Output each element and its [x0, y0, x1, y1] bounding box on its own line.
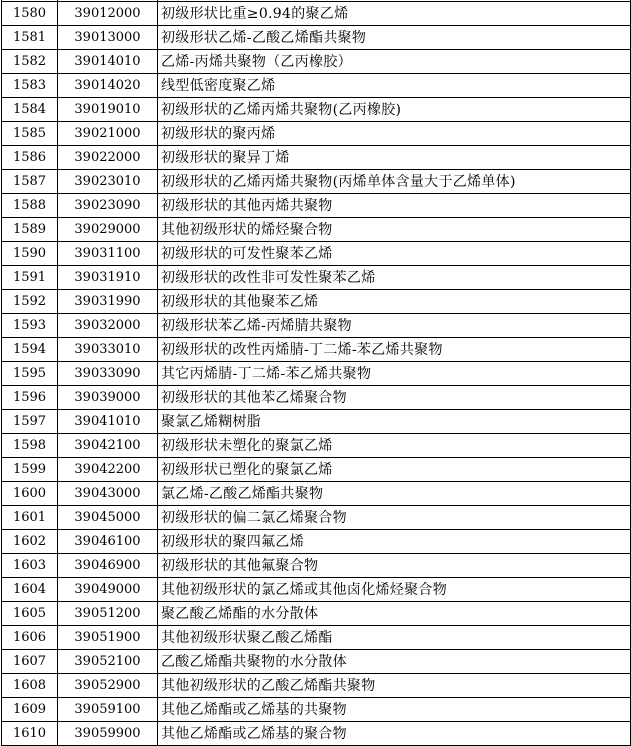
commodity-code: 39046900	[58, 554, 158, 578]
commodity-code: 39042100	[58, 434, 158, 458]
commodity-name: 初级形状的聚异丁烯	[158, 146, 631, 170]
commodity-code: 39052100	[58, 650, 158, 674]
table-row	[2, 170, 631, 194]
row-number: 1604	[2, 578, 58, 602]
table-row	[2, 122, 631, 146]
row-number: 1590	[2, 242, 58, 266]
table-row	[2, 578, 631, 602]
commodity-name: 初级形状的其他氟聚合物	[158, 554, 631, 578]
table-row	[2, 602, 631, 626]
commodity-code: 39012000	[58, 2, 158, 26]
table-body	[2, 0, 631, 746]
commodity-name: 其他初级形状聚乙酸乙烯酯	[158, 626, 631, 650]
commodity-name: 线型低密度聚乙烯	[158, 74, 631, 98]
commodity-name: 初级形状的改性非可发性聚苯乙烯	[158, 266, 631, 290]
commodity-name: 其他初级形状的乙酸乙烯酯共聚物	[158, 674, 631, 698]
table-row	[2, 50, 631, 74]
table-row	[2, 2, 631, 26]
row-number: 1601	[2, 506, 58, 530]
row-number: 1599	[2, 458, 58, 482]
row-number: 1582	[2, 50, 58, 74]
row-number: 1608	[2, 674, 58, 698]
commodity-code: 39021000	[58, 122, 158, 146]
commodity-name: 聚氯乙烯糊树脂	[158, 410, 631, 434]
commodity-code: 39019010	[58, 98, 158, 122]
table-row	[2, 338, 631, 362]
commodity-name: 初级形状乙烯-乙酸乙烯酯共聚物	[158, 26, 631, 50]
table-row	[2, 362, 631, 386]
row-number: 1607	[2, 650, 58, 674]
row-number: 1592	[2, 290, 58, 314]
table-row	[2, 722, 631, 746]
row-number: 1602	[2, 530, 58, 554]
table-row	[2, 554, 631, 578]
commodity-name: 初级形状的偏二氯乙烯聚合物	[158, 506, 631, 530]
commodity-name: 其他乙烯酯或乙烯基的共聚物	[158, 698, 631, 722]
commodity-name: 乙烯-丙烯共聚物（乙丙橡胶）	[158, 50, 631, 74]
commodity-name: 初级形状的可发性聚苯乙烯	[158, 242, 631, 266]
commodity-name: 初级形状的其他丙烯共聚物	[158, 194, 631, 218]
commodity-code: 39023090	[58, 194, 158, 218]
commodity-name: 初级形状已塑化的聚氯乙烯	[158, 458, 631, 482]
table-row	[2, 218, 631, 242]
row-number: 1589	[2, 218, 58, 242]
row-number: 1597	[2, 410, 58, 434]
commodity-code: 39059100	[58, 698, 158, 722]
table-row	[2, 314, 631, 338]
row-number: 1606	[2, 626, 58, 650]
commodity-code: 39043000	[58, 482, 158, 506]
commodity-name: 乙酸乙烯酯共聚物的水分散体	[158, 650, 631, 674]
row-number: 1596	[2, 386, 58, 410]
commodity-code: 39046100	[58, 530, 158, 554]
commodity-code: 39051900	[58, 626, 158, 650]
row-number: 1581	[2, 26, 58, 50]
commodity-name: 初级形状苯乙烯-丙烯腈共聚物	[158, 314, 631, 338]
table-row	[2, 410, 631, 434]
row-number: 1598	[2, 434, 58, 458]
row-number: 1584	[2, 98, 58, 122]
table-row	[2, 98, 631, 122]
row-number: 1593	[2, 314, 58, 338]
commodity-code: 39014010	[58, 50, 158, 74]
commodity-name: 初级形状比重≥0.94的聚乙烯	[158, 2, 631, 26]
commodity-code: 39023010	[58, 170, 158, 194]
row-number: 1586	[2, 146, 58, 170]
row-number: 1610	[2, 722, 58, 746]
table-row	[2, 650, 631, 674]
table-row	[2, 626, 631, 650]
commodity-name: 初级形状的乙烯丙烯共聚物(乙丙橡胶)	[158, 98, 631, 122]
commodity-name: 初级形状的乙烯丙烯共聚物(丙烯单体含量大于乙烯单体)	[158, 170, 631, 194]
commodity-code: 39051200	[58, 602, 158, 626]
commodity-code: 39014020	[58, 74, 158, 98]
commodity-code: 39041010	[58, 410, 158, 434]
table-row	[2, 146, 631, 170]
commodity-code: 39029000	[58, 218, 158, 242]
commodity-code: 39059900	[58, 722, 158, 746]
table-row	[2, 290, 631, 314]
commodity-code: 39032000	[58, 314, 158, 338]
commodity-name: 其它丙烯腈-丁二烯-苯乙烯共聚物	[158, 362, 631, 386]
commodity-name: 初级形状未塑化的聚氯乙烯	[158, 434, 631, 458]
commodity-code: 39042200	[58, 458, 158, 482]
table-row	[2, 506, 631, 530]
table-row	[2, 26, 631, 50]
commodity-name: 初级形状的聚四氟乙烯	[158, 530, 631, 554]
table-row	[2, 674, 631, 698]
commodity-code: 39013000	[58, 26, 158, 50]
row-number: 1588	[2, 194, 58, 218]
table-row	[2, 242, 631, 266]
row-number: 1580	[2, 2, 58, 26]
row-number: 1591	[2, 266, 58, 290]
table-row	[2, 482, 631, 506]
commodity-code: 39052900	[58, 674, 158, 698]
row-number: 1595	[2, 362, 58, 386]
row-number: 1605	[2, 602, 58, 626]
commodity-name: 初级形状的改性丙烯腈-丁二烯-苯乙烯共聚物	[158, 338, 631, 362]
table-row	[2, 434, 631, 458]
row-number: 1600	[2, 482, 58, 506]
commodity-code: 39049000	[58, 578, 158, 602]
commodity-code: 39033090	[58, 362, 158, 386]
row-number: 1585	[2, 122, 58, 146]
commodity-code: 39022000	[58, 146, 158, 170]
commodity-name: 初级形状的聚丙烯	[158, 122, 631, 146]
commodity-name: 聚乙酸乙烯酯的水分散体	[158, 602, 631, 626]
commodity-name: 初级形状的其他苯乙烯聚合物	[158, 386, 631, 410]
table-row	[2, 698, 631, 722]
commodity-code: 39033010	[58, 338, 158, 362]
commodity-code: 39031990	[58, 290, 158, 314]
table-row	[2, 530, 631, 554]
table-row	[2, 194, 631, 218]
commodity-code: 39031910	[58, 266, 158, 290]
tariff-code-table	[1, 0, 631, 746]
table-row	[2, 386, 631, 410]
row-number: 1587	[2, 170, 58, 194]
table-row	[2, 266, 631, 290]
commodity-name: 其他乙烯酯或乙烯基的聚合物	[158, 722, 631, 746]
commodity-code: 39045000	[58, 506, 158, 530]
row-number: 1609	[2, 698, 58, 722]
commodity-name: 初级形状的其他聚苯乙烯	[158, 290, 631, 314]
row-number: 1603	[2, 554, 58, 578]
table-row	[2, 74, 631, 98]
commodity-name: 其他初级形状的烯烃聚合物	[158, 218, 631, 242]
commodity-code: 39039000	[58, 386, 158, 410]
row-number: 1594	[2, 338, 58, 362]
commodity-code: 39031100	[58, 242, 158, 266]
table-row	[2, 458, 631, 482]
commodity-name: 氯乙烯-乙酸乙烯酯共聚物	[158, 482, 631, 506]
commodity-name: 其他初级形状的氯乙烯或其他卤化烯烃聚合物	[158, 578, 631, 602]
row-number: 1583	[2, 74, 58, 98]
